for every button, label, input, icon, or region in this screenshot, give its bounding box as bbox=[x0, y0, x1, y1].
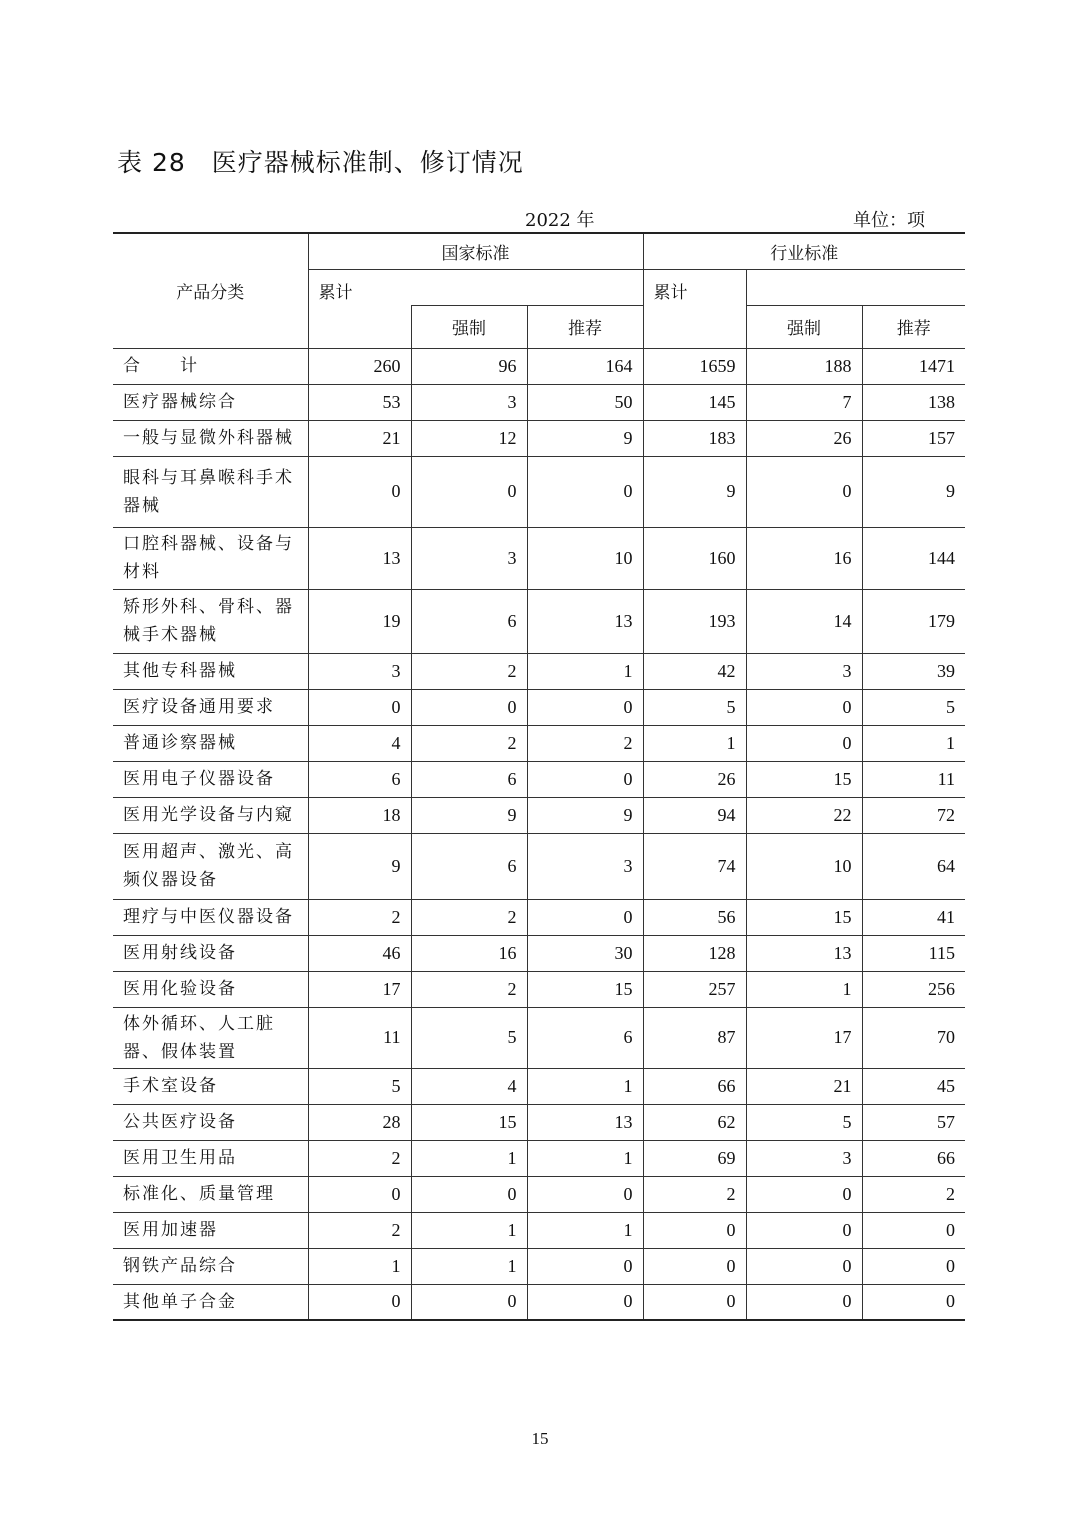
row-value: 15 bbox=[411, 1104, 527, 1140]
row-value: 0 bbox=[746, 725, 862, 761]
row-value: 56 bbox=[643, 899, 746, 935]
table-row bbox=[113, 935, 965, 971]
row-value: 2 bbox=[308, 899, 411, 935]
row-value: 41 bbox=[862, 899, 965, 935]
year-label: 2022 年 bbox=[525, 210, 595, 231]
row-value: 3 bbox=[308, 653, 411, 689]
row-value: 4 bbox=[308, 725, 411, 761]
table-row bbox=[113, 420, 965, 456]
row-value: 6 bbox=[308, 761, 411, 797]
row-value: 1 bbox=[527, 1068, 643, 1104]
standards-table bbox=[113, 232, 965, 1321]
row-value: 2 bbox=[411, 899, 527, 935]
row-value: 256 bbox=[862, 971, 965, 1007]
row-value: 13 bbox=[308, 527, 411, 589]
row-value: 19 bbox=[308, 589, 411, 653]
header-national: 国家标准 bbox=[308, 233, 643, 269]
row-value: 138 bbox=[862, 384, 965, 420]
table-row bbox=[113, 1248, 965, 1284]
row-value: 18 bbox=[308, 797, 411, 833]
row-value: 5 bbox=[746, 1104, 862, 1140]
row-value: 15 bbox=[746, 899, 862, 935]
row-value: 188 bbox=[746, 348, 862, 384]
table-row bbox=[113, 1104, 965, 1140]
row-value: 9 bbox=[308, 833, 411, 899]
row-value: 0 bbox=[643, 1212, 746, 1248]
row-value: 0 bbox=[308, 689, 411, 725]
row-value: 3 bbox=[746, 653, 862, 689]
row-value: 9 bbox=[643, 456, 746, 527]
row-category: 医用卫生用品 bbox=[113, 1140, 308, 1176]
row-value: 6 bbox=[411, 833, 527, 899]
row-value: 21 bbox=[308, 420, 411, 456]
row-value: 22 bbox=[746, 797, 862, 833]
row-value: 10 bbox=[527, 527, 643, 589]
row-value: 0 bbox=[527, 689, 643, 725]
row-value: 94 bbox=[643, 797, 746, 833]
row-value: 72 bbox=[862, 797, 965, 833]
row-value: 0 bbox=[411, 1176, 527, 1212]
header-national-recommended: 推荐 bbox=[527, 305, 643, 348]
table-row bbox=[113, 1007, 965, 1068]
row-value: 5 bbox=[411, 1007, 527, 1068]
row-category: 医疗设备通用要求 bbox=[113, 689, 308, 725]
row-value: 260 bbox=[308, 348, 411, 384]
row-value: 2 bbox=[411, 725, 527, 761]
row-value: 2 bbox=[527, 725, 643, 761]
row-category: 其他单子合金 bbox=[113, 1284, 308, 1320]
row-value: 69 bbox=[643, 1140, 746, 1176]
row-value: 1 bbox=[643, 725, 746, 761]
row-category: 普通诊察器械 bbox=[113, 725, 308, 761]
row-value: 15 bbox=[527, 971, 643, 1007]
row-value: 179 bbox=[862, 589, 965, 653]
row-value: 0 bbox=[746, 1248, 862, 1284]
row-value: 0 bbox=[527, 899, 643, 935]
row-value: 0 bbox=[411, 1284, 527, 1320]
row-value: 30 bbox=[527, 935, 643, 971]
row-value: 12 bbox=[411, 420, 527, 456]
row-category: 医疗器械综合 bbox=[113, 384, 308, 420]
row-value: 11 bbox=[862, 761, 965, 797]
row-category: 一般与显微外科器械 bbox=[113, 420, 308, 456]
row-value: 21 bbox=[746, 1068, 862, 1104]
row-value: 6 bbox=[411, 589, 527, 653]
row-value: 5 bbox=[643, 689, 746, 725]
row-value: 0 bbox=[308, 1176, 411, 1212]
header-national-cumulative: 累计 bbox=[308, 269, 643, 305]
row-category: 钢铁产品综合 bbox=[113, 1248, 308, 1284]
row-category: 矫形外科、骨科、器械手术器械 bbox=[113, 589, 308, 653]
row-category: 医用电子仪器设备 bbox=[113, 761, 308, 797]
row-value: 183 bbox=[643, 420, 746, 456]
table-row bbox=[113, 761, 965, 797]
table-row bbox=[113, 971, 965, 1007]
row-value: 53 bbox=[308, 384, 411, 420]
row-category: 标准化、质量管理 bbox=[113, 1176, 308, 1212]
row-value: 0 bbox=[746, 456, 862, 527]
header-industry-mandatory: 强制 bbox=[746, 305, 862, 348]
row-value: 9 bbox=[411, 797, 527, 833]
row-value: 1 bbox=[527, 653, 643, 689]
row-value: 0 bbox=[527, 1284, 643, 1320]
row-value: 66 bbox=[643, 1068, 746, 1104]
row-value: 87 bbox=[643, 1007, 746, 1068]
row-value: 0 bbox=[411, 689, 527, 725]
row-value: 14 bbox=[746, 589, 862, 653]
table-row bbox=[113, 384, 965, 420]
row-category: 口腔科器械、设备与材料 bbox=[113, 527, 308, 589]
row-category: 医用化验设备 bbox=[113, 971, 308, 1007]
row-value: 0 bbox=[527, 761, 643, 797]
row-category: 医用超声、激光、高频仪器设备 bbox=[113, 833, 308, 899]
row-value: 0 bbox=[411, 456, 527, 527]
row-value: 0 bbox=[746, 689, 862, 725]
table-row bbox=[113, 689, 965, 725]
row-value: 144 bbox=[862, 527, 965, 589]
row-value: 145 bbox=[643, 384, 746, 420]
row-value: 96 bbox=[411, 348, 527, 384]
row-value: 0 bbox=[746, 1176, 862, 1212]
row-value: 2 bbox=[411, 653, 527, 689]
header-industry-recommended: 推荐 bbox=[862, 305, 965, 348]
row-category: 合 计 bbox=[113, 348, 308, 384]
row-value: 3 bbox=[527, 833, 643, 899]
row-value: 16 bbox=[411, 935, 527, 971]
table-row bbox=[113, 589, 965, 653]
row-value: 13 bbox=[527, 589, 643, 653]
row-value: 1 bbox=[411, 1212, 527, 1248]
row-value: 39 bbox=[862, 653, 965, 689]
row-value: 6 bbox=[411, 761, 527, 797]
row-value: 11 bbox=[308, 1007, 411, 1068]
row-value: 46 bbox=[308, 935, 411, 971]
row-value: 1659 bbox=[643, 348, 746, 384]
row-value: 0 bbox=[527, 456, 643, 527]
row-value: 9 bbox=[527, 797, 643, 833]
row-value: 1 bbox=[746, 971, 862, 1007]
table-body bbox=[113, 348, 965, 1320]
header-industry: 行业标准 bbox=[643, 233, 965, 269]
row-value: 74 bbox=[643, 833, 746, 899]
row-value: 0 bbox=[308, 1284, 411, 1320]
row-value: 0 bbox=[308, 456, 411, 527]
row-category: 公共医疗设备 bbox=[113, 1104, 308, 1140]
table-row bbox=[113, 833, 965, 899]
table-row bbox=[113, 1284, 965, 1320]
row-value: 1 bbox=[527, 1212, 643, 1248]
table-row bbox=[113, 797, 965, 833]
row-value: 2 bbox=[308, 1212, 411, 1248]
row-value: 115 bbox=[862, 935, 965, 971]
row-value: 5 bbox=[862, 689, 965, 725]
row-value: 28 bbox=[308, 1104, 411, 1140]
row-value: 26 bbox=[643, 761, 746, 797]
row-value: 17 bbox=[308, 971, 411, 1007]
row-value: 13 bbox=[746, 935, 862, 971]
row-value: 0 bbox=[643, 1248, 746, 1284]
row-value: 1 bbox=[862, 725, 965, 761]
row-value: 0 bbox=[746, 1284, 862, 1320]
row-value: 50 bbox=[527, 384, 643, 420]
row-value: 160 bbox=[643, 527, 746, 589]
row-value: 57 bbox=[862, 1104, 965, 1140]
row-value: 2 bbox=[862, 1176, 965, 1212]
row-value: 1 bbox=[527, 1140, 643, 1176]
row-value: 45 bbox=[862, 1068, 965, 1104]
row-value: 70 bbox=[862, 1007, 965, 1068]
row-value: 0 bbox=[862, 1284, 965, 1320]
row-value: 9 bbox=[527, 420, 643, 456]
row-value: 2 bbox=[643, 1176, 746, 1212]
row-category: 体外循环、人工脏器、假体装置 bbox=[113, 1007, 308, 1068]
row-value: 15 bbox=[746, 761, 862, 797]
header-industry-cumulative: 累计 bbox=[643, 269, 746, 348]
row-value: 3 bbox=[411, 527, 527, 589]
header-national-mandatory: 强制 bbox=[411, 305, 527, 348]
row-value: 13 bbox=[527, 1104, 643, 1140]
table-title: 表 28 医疗器械标准制、修订情况 bbox=[117, 148, 524, 177]
table-row bbox=[113, 527, 965, 589]
row-value: 1 bbox=[411, 1140, 527, 1176]
row-value: 0 bbox=[746, 1212, 862, 1248]
row-category: 其他专科器械 bbox=[113, 653, 308, 689]
header-category: 产品分类 bbox=[113, 233, 308, 348]
table-row bbox=[113, 456, 965, 527]
table-row bbox=[113, 1176, 965, 1212]
row-value: 128 bbox=[643, 935, 746, 971]
table-row bbox=[113, 653, 965, 689]
row-value: 6 bbox=[527, 1007, 643, 1068]
header-national-cumulative-cell bbox=[308, 305, 411, 348]
row-value: 2 bbox=[308, 1140, 411, 1176]
table-row bbox=[113, 348, 965, 384]
row-value: 2 bbox=[411, 971, 527, 1007]
row-value: 257 bbox=[643, 971, 746, 1007]
row-category: 医用加速器 bbox=[113, 1212, 308, 1248]
row-category: 医用射线设备 bbox=[113, 935, 308, 971]
row-value: 66 bbox=[862, 1140, 965, 1176]
row-value: 42 bbox=[643, 653, 746, 689]
row-value: 62 bbox=[643, 1104, 746, 1140]
row-value: 3 bbox=[746, 1140, 862, 1176]
row-category: 医用光学设备与内窥 bbox=[113, 797, 308, 833]
row-value: 164 bbox=[527, 348, 643, 384]
row-value: 5 bbox=[308, 1068, 411, 1104]
row-value: 9 bbox=[862, 456, 965, 527]
row-value: 0 bbox=[643, 1284, 746, 1320]
table-row bbox=[113, 725, 965, 761]
row-value: 64 bbox=[862, 833, 965, 899]
table-row bbox=[113, 899, 965, 935]
row-value: 16 bbox=[746, 527, 862, 589]
row-value: 0 bbox=[862, 1248, 965, 1284]
row-value: 3 bbox=[411, 384, 527, 420]
row-value: 1 bbox=[308, 1248, 411, 1284]
row-value: 0 bbox=[527, 1176, 643, 1212]
row-value: 10 bbox=[746, 833, 862, 899]
table-row bbox=[113, 1140, 965, 1176]
page-number: 15 bbox=[531, 1429, 549, 1448]
row-category: 手术室设备 bbox=[113, 1068, 308, 1104]
row-value: 157 bbox=[862, 420, 965, 456]
row-value: 26 bbox=[746, 420, 862, 456]
row-category: 眼科与耳鼻喉科手术器械 bbox=[113, 456, 308, 527]
row-value: 7 bbox=[746, 384, 862, 420]
row-value: 4 bbox=[411, 1068, 527, 1104]
header-industry-blank bbox=[746, 269, 965, 305]
row-value: 17 bbox=[746, 1007, 862, 1068]
row-value: 1471 bbox=[862, 348, 965, 384]
unit-label: 单位：项 bbox=[853, 210, 925, 231]
row-category: 理疗与中医仪器设备 bbox=[113, 899, 308, 935]
row-value: 193 bbox=[643, 589, 746, 653]
table-row bbox=[113, 1212, 965, 1248]
table-row bbox=[113, 1068, 965, 1104]
row-value: 1 bbox=[411, 1248, 527, 1284]
row-value: 0 bbox=[527, 1248, 643, 1284]
row-value: 0 bbox=[862, 1212, 965, 1248]
